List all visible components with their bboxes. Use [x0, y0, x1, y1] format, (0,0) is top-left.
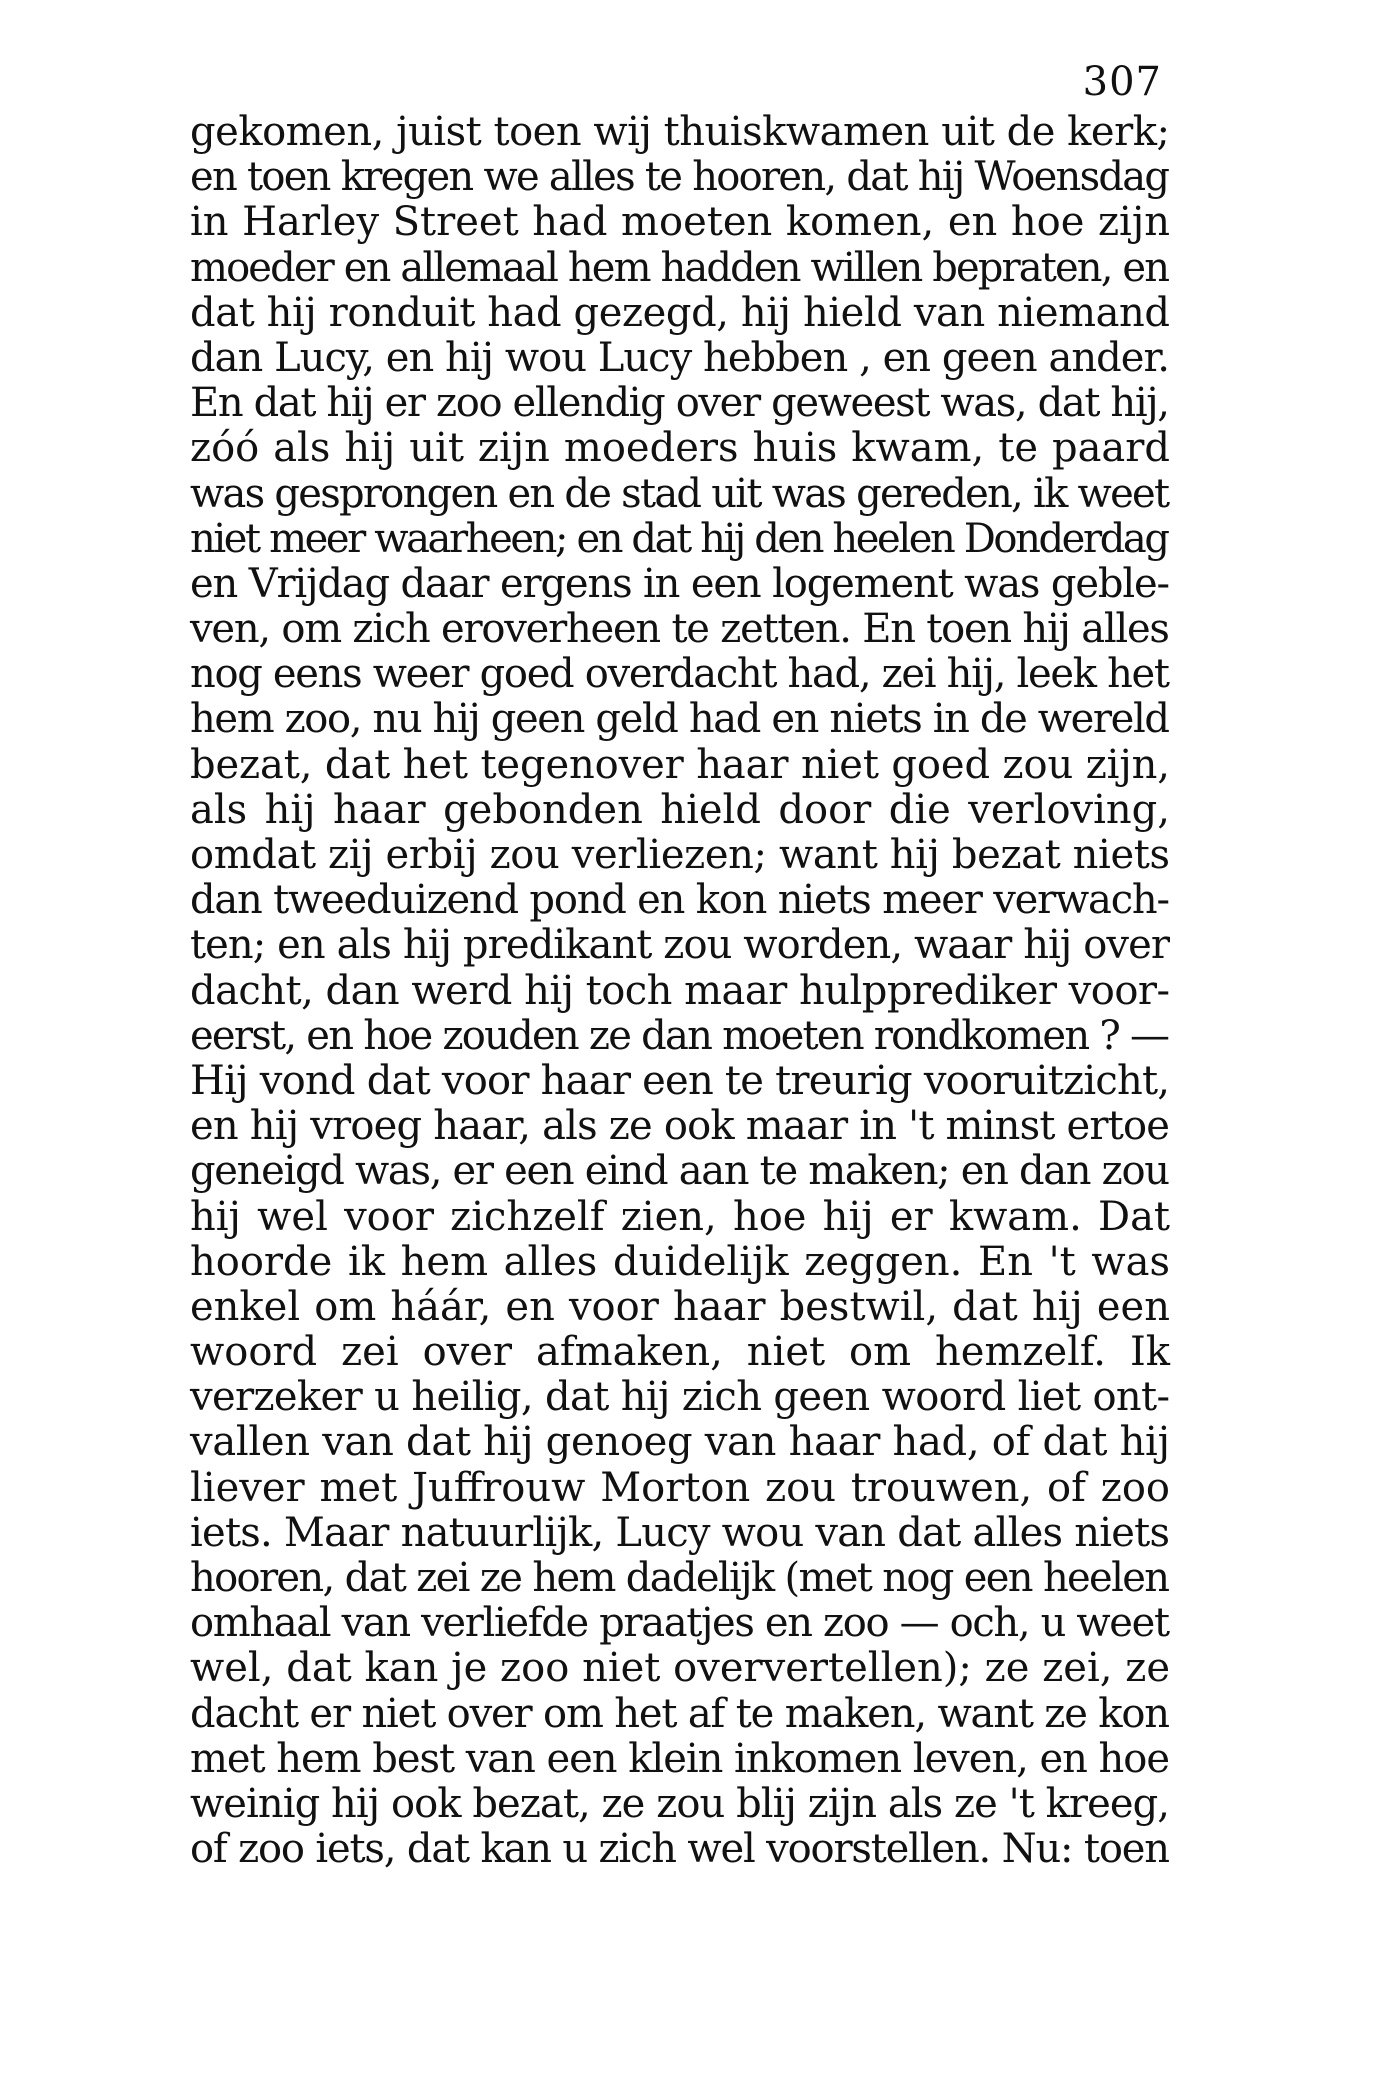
- text-line: geneigd was, er een eind aan te maken; en dan zou: [190, 1148, 1169, 1195]
- page-number: 307: [1082, 59, 1162, 105]
- text-line: eerst, en hoe zouden ze dan moeten rondkomen ? —: [190, 1012, 1169, 1059]
- text-line: nog eens weer goed overdacht had, zei hij, leek het: [190, 651, 1169, 698]
- text-line: omhaal van verliefde praatjes en zoo — och, u weet: [190, 1600, 1169, 1647]
- text-line: dan tweeduizend pond en kon niets meer verwach-: [190, 877, 1169, 924]
- text-line: hem zoo, nu hij geen geld had en niets in de wereld: [190, 696, 1169, 743]
- text-line: dan Lucy, en hij wou Lucy hebben , en geen ander.: [190, 334, 1170, 381]
- text-line: En dat hij er zoo ellendig over geweest was, dat hij,: [190, 380, 1169, 427]
- text-line: liever met Juffrouw Morton zou trouwen, of zoo: [190, 1464, 1170, 1511]
- text-line: Hij vond dat voor haar een te treurig vooruitzicht,: [190, 1057, 1170, 1104]
- body-text: [190, 110, 1170, 1872]
- text-line: en Vrijdag daar ergens in een logement was geble-: [190, 560, 1169, 607]
- text-line: dacht er niet over om het af te maken, want ze kon: [190, 1690, 1169, 1737]
- text-line: enkel om háár, en voor haar bestwil, dat hij een: [190, 1283, 1170, 1330]
- text-line: niet meer waarheen; en dat hij den heelen Donderdag: [190, 515, 1168, 562]
- text-line: als hij haar gebonden hield door die verloving,: [190, 786, 1170, 833]
- text-line: verzeker u heilig, dat hij zich geen woord liet ont-: [190, 1374, 1170, 1421]
- text-line: woord zei over afmaken, niet om hemzelf. Ik: [190, 1329, 1170, 1376]
- text-line: vallen van dat hij genoeg van haar had, of dat hij: [190, 1419, 1170, 1466]
- text-line: bezat, dat het tegenover haar niet goed zou zijn,: [190, 741, 1170, 788]
- text-line: in Harley Street had moeten komen, en hoe zijn: [190, 199, 1170, 246]
- text-line: zóó als hij uit zijn moeders huis kwam, te paard: [190, 425, 1170, 472]
- text-line: hooren, dat zei ze hem dadelijk (met nog een heelen: [190, 1555, 1169, 1601]
- text-line: iets. Maar natuurlijk, Lucy wou van dat alles niets: [190, 1509, 1170, 1556]
- text-line: en hij vroeg haar, als ze ook maar in 't minst ertoe: [190, 1103, 1170, 1150]
- text-line: weinig hij ook bezat, ze zou blij zijn als ze 't kreeg,: [190, 1780, 1170, 1827]
- text-line: hij wel voor zichzelf zien, hoe hij er kwam. Dat: [190, 1193, 1170, 1240]
- text-line: dacht, dan werd hij toch maar hulpprediker voor-: [190, 967, 1170, 1014]
- text-line: dat hij ronduit had gezegd, hij hield van niemand: [190, 289, 1170, 336]
- text-line: ven, om zich eroverheen te zetten. En toen hij alles: [190, 606, 1169, 653]
- text-line: moeder en allemaal hem hadden willen bepraten, en: [190, 244, 1169, 291]
- text-line: wel, dat kan je zoo niet oververtellen); ze zei, ze: [190, 1645, 1170, 1692]
- text-line: of zoo iets, dat kan u zich wel voorstellen. Nu: toen: [190, 1826, 1169, 1873]
- text-line: ten; en als hij predikant zou worden, waar hij over: [190, 922, 1170, 969]
- text-line: was gesprongen en de stad uit was gereden, ik weet: [190, 470, 1169, 517]
- text-line: omdat zij erbij zou verliezen; want hij bezat niets: [190, 832, 1170, 878]
- text-line: hoorde ik hem alles duidelijk zeggen. En 't was: [190, 1238, 1170, 1285]
- text-line: en toen kregen we alles te hooren, dat hij Woensdag: [190, 154, 1169, 201]
- text-line: met hem best van een klein inkomen leven, en hoe: [190, 1735, 1169, 1782]
- text-line: gekomen, juist toen wij thuiskwamen uit de kerk;: [190, 109, 1170, 155]
